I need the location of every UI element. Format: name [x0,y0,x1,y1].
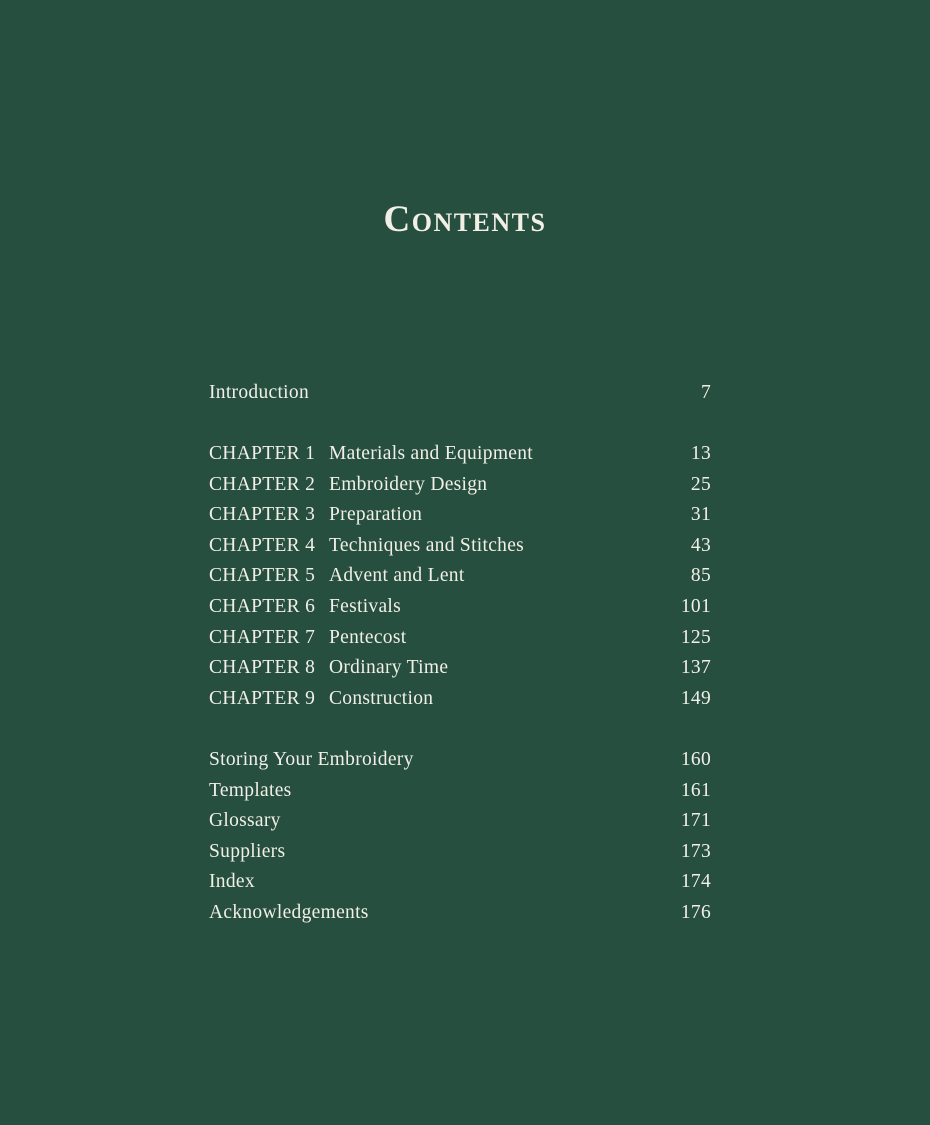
chapter-number: CHAPTER 8 [209,657,316,679]
page-title: Contents [383,199,547,240]
section-spacer [209,409,711,440]
chapter-title: Techniques and Stitches [329,534,525,556]
chapter-number: CHAPTER 6 [209,596,316,618]
toc-entry-label: Storing Your Embroidery [209,748,414,770]
toc-chapter-entry[interactable] [209,470,711,501]
toc-entry-label: Acknowledgements [209,901,369,923]
chapter-number: CHAPTER 3 [209,504,316,526]
toc-page-number: 149 [680,687,711,709]
toc-page-number: 13 [690,443,711,465]
chapter-title: Materials and Equipment [329,443,534,465]
chapter-number: CHAPTER 5 [209,565,316,587]
toc-entry-label: Introduction [209,382,309,403]
chapter-title: Construction [329,687,434,709]
toc-page-number: 7 [700,382,711,403]
chapter-title: Embroidery Design [329,473,488,495]
toc-page-number: 160 [680,748,711,770]
chapter-number: CHAPTER 4 [209,534,316,556]
toc-entry-suppliers[interactable] [209,837,711,868]
toc-page-number: 25 [690,473,711,495]
chapter-number: CHAPTER 2 [209,473,316,495]
toc-chapter-entry[interactable] [209,592,711,623]
toc-page-number: 43 [690,534,711,556]
toc-chapter-entry[interactable] [209,439,711,470]
chapter-title: Preparation [329,504,423,526]
toc-page-number: 176 [680,901,711,923]
toc-chapter-entry[interactable] [209,531,711,562]
chapter-list [209,439,711,714]
section-spacer [209,714,711,745]
back-matter-list [209,745,711,929]
toc-entry-storing[interactable] [209,745,711,776]
toc-page-number: 85 [690,565,711,587]
toc-entry-label: Glossary [209,810,281,832]
chapter-number: CHAPTER 9 [209,687,316,709]
toc-page-number: 125 [680,626,711,648]
toc-page-number: 161 [680,779,711,801]
chapter-title: Festivals [329,596,402,618]
chapter-title: Advent and Lent [329,565,465,587]
toc-chapter-entry[interactable] [209,623,711,654]
toc-entry-label: Templates [209,779,292,801]
chapter-number: CHAPTER 7 [209,626,316,648]
chapter-title: Ordinary Time [329,657,449,679]
toc-entry-index[interactable] [209,867,711,898]
toc-page-number: 171 [680,810,711,832]
toc-chapter-entry[interactable] [209,684,711,715]
toc-entry-label: Index [209,871,255,893]
chapter-number: CHAPTER 1 [209,443,316,465]
toc-page-number: 137 [680,657,711,679]
chapter-title: Pentecost [329,626,407,648]
toc-entry-label: Suppliers [209,840,286,862]
toc-page-number: 31 [690,504,711,526]
toc-page-number: 173 [680,840,711,862]
table-of-contents [209,378,711,929]
toc-chapter-entry[interactable] [209,561,711,592]
front-matter-list [209,378,711,409]
toc-page-number: 174 [680,871,711,893]
toc-chapter-entry[interactable] [209,653,711,684]
toc-entry-templates[interactable] [209,776,711,807]
toc-entry-glossary[interactable] [209,806,711,837]
toc-entry-introduction[interactable] [209,378,711,409]
toc-entry-acknowledgements[interactable] [209,898,711,929]
toc-chapter-entry[interactable] [209,500,711,531]
toc-page-number: 101 [680,596,711,618]
